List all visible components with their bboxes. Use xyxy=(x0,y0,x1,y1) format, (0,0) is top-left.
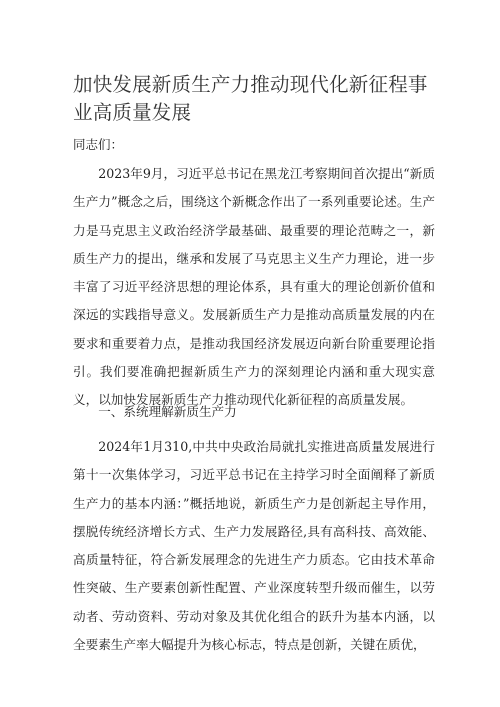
section-heading: 一、系统理解新质生产力 xyxy=(98,404,237,419)
document-title: 加快发展新质生产力推动现代化新征程事业高质量发展 xyxy=(73,73,428,124)
paragraph-1: 2023年9月，习近平总书记在黑龙江考察期间首次提出“新质生产力”概念之后，围绕这个新概念作出了一系列重要论述。生产力是马克思主义政治经济学最基础、最重要的理论范畴之一，新质生产力的提出，继承和发展了马克思主义生产力理论，进一步丰富了习近平经济思想的理论体系，具有重大的理论创新价值和深远的实践指导意义。发展新质生产力是推动高质量发展的内在要求和重要着力点，是推动我国经济发展迈向新台阶重要理论指引。我们要准确把握新质生产力的深刻理论内涵和重大现实意义，以加快发展新质生产力推动现代化新征程的高质量发展。 xyxy=(73,166,435,408)
paragraph-2: 2024年1月310,中共中央政治局就扎实推进高质量发展进行第十一次集体学习，习近平总书记在主持学习时全面阐释了新质生产力的基本内涵：”概括地说，新质生产力是创新起主导作用，摆脱传统经济增长方式、生产力发展路径,具有高科技、高效能、高质量特征，符合新发展理念的先进生产力质态。它由技术革命性突破、生产要素创新性配置、产业深度转型升级而催生，以劳动者、劳动资料、劳动对象及其优化组合的跃升为基本内涵，以全要素生产率大幅提升为核心标志，特点是创新，关键在质优， xyxy=(73,439,435,653)
salutation: 同志们： xyxy=(73,137,124,152)
